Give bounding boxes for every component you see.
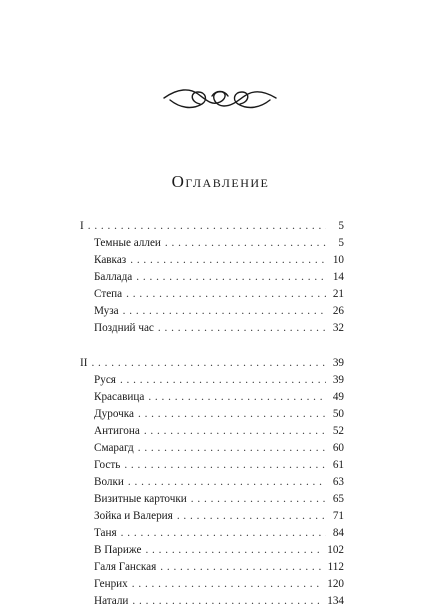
toc-entry[interactable]: [80, 235, 344, 252]
toc-section[interactable]: [80, 218, 344, 235]
toc-entry-label: Таня: [94, 527, 117, 539]
flourish-ornament-icon: [160, 80, 280, 116]
leader-dots: [126, 286, 326, 303]
toc-page-number: 50: [332, 408, 344, 420]
toc-entry-label: В Париже: [94, 544, 142, 556]
toc-entry[interactable]: [80, 474, 344, 491]
leader-dots: [132, 593, 323, 610]
toc-entry[interactable]: [80, 576, 344, 593]
toc-section-label: II: [80, 357, 88, 369]
section-spacer: [80, 337, 344, 355]
toc-page-number: 39: [332, 357, 344, 369]
toc-page-number: 5: [338, 220, 344, 232]
toc-page-number: 60: [332, 442, 344, 454]
toc-entry-label: Гость: [94, 459, 121, 471]
toc-entry[interactable]: [80, 457, 344, 474]
toc-entry-label: Волки: [94, 476, 124, 488]
toc-entry[interactable]: [80, 269, 344, 286]
toc-entry-label: Дурочка: [94, 408, 134, 420]
toc-entry[interactable]: [80, 559, 344, 576]
toc-entry[interactable]: [80, 508, 344, 525]
toc-entry-label: Красавица: [94, 391, 145, 403]
leader-dots: [138, 440, 326, 457]
toc-entry-label: Генрих: [94, 578, 128, 590]
toc-page-number: 65: [332, 493, 344, 505]
toc-entry[interactable]: [80, 525, 344, 542]
toc-page-number: 84: [332, 527, 344, 539]
toc-entry[interactable]: [80, 423, 344, 440]
leader-dots: [165, 235, 326, 252]
toc-entry-label: Зойка и Валерия: [94, 510, 173, 522]
toc-entry[interactable]: [80, 372, 344, 389]
toc-entry[interactable]: [80, 440, 344, 457]
toc-entry-label: Муза: [94, 305, 119, 317]
toc-entry[interactable]: [80, 320, 344, 337]
leader-dots: [144, 423, 326, 440]
toc-page-number: 134: [327, 595, 344, 607]
toc-entry[interactable]: [80, 406, 344, 423]
toc-page-number: 39: [332, 374, 344, 386]
leader-dots: [91, 355, 326, 372]
leader-dots: [132, 576, 323, 593]
toc-page-number: 120: [327, 578, 344, 590]
toc-entry-label: Баллада: [94, 271, 133, 283]
toc-entry-label: Руся: [94, 374, 116, 386]
toc-page-number: 26: [332, 305, 344, 317]
toc-entry-label: Визитные карточки: [94, 493, 187, 505]
toc-entry-label: Кавказ: [94, 254, 127, 266]
page-title: Оглавление: [171, 172, 270, 191]
table-of-contents: [80, 218, 344, 610]
toc-page-number: 10: [332, 254, 344, 266]
toc-page-number: 49: [332, 391, 344, 403]
toc-page-number: 14: [332, 271, 344, 283]
toc-entry[interactable]: [80, 252, 344, 269]
toc-section-label: I: [80, 220, 84, 232]
leader-dots: [123, 303, 326, 320]
toc-entry[interactable]: [80, 542, 344, 559]
toc-section[interactable]: [80, 355, 344, 372]
toc-entry-label: Антигона: [94, 425, 140, 437]
leader-dots: [88, 218, 326, 235]
toc-page-number: 61: [332, 459, 344, 471]
toc-page-number: 71: [332, 510, 344, 522]
leader-dots: [136, 269, 326, 286]
toc-entry-label: Поздний час: [94, 322, 154, 334]
leader-dots: [121, 525, 326, 542]
toc-entry-label: Степа: [94, 288, 123, 300]
leader-dots: [177, 508, 326, 525]
toc-entry[interactable]: [80, 491, 344, 508]
leader-dots: [148, 389, 326, 406]
toc-page-number: 102: [327, 544, 344, 556]
leader-dots: [120, 372, 326, 389]
toc-entry[interactable]: [80, 303, 344, 320]
toc-entry-label: Галя Ганская: [94, 561, 157, 573]
toc-entry-label: Смарагд: [94, 442, 134, 454]
toc-page-number: 21: [332, 288, 344, 300]
leader-dots: [128, 474, 326, 491]
leader-dots: [124, 457, 326, 474]
leader-dots: [158, 320, 326, 337]
leader-dots: [160, 559, 323, 576]
toc-entry[interactable]: [80, 389, 344, 406]
toc-entry[interactable]: [80, 286, 344, 303]
toc-page-number: 52: [332, 425, 344, 437]
toc-page-number: 5: [338, 237, 344, 249]
toc-entry[interactable]: [80, 593, 344, 610]
leader-dots: [191, 491, 326, 508]
leader-dots: [145, 542, 323, 559]
leader-dots: [138, 406, 326, 423]
toc-page-number: 112: [327, 561, 344, 573]
toc-entry-label: Темные аллеи: [94, 237, 161, 249]
toc-page-number: 63: [332, 476, 344, 488]
toc-entry-label: Натали: [94, 595, 129, 607]
toc-page-number: 32: [332, 322, 344, 334]
leader-dots: [130, 252, 326, 269]
